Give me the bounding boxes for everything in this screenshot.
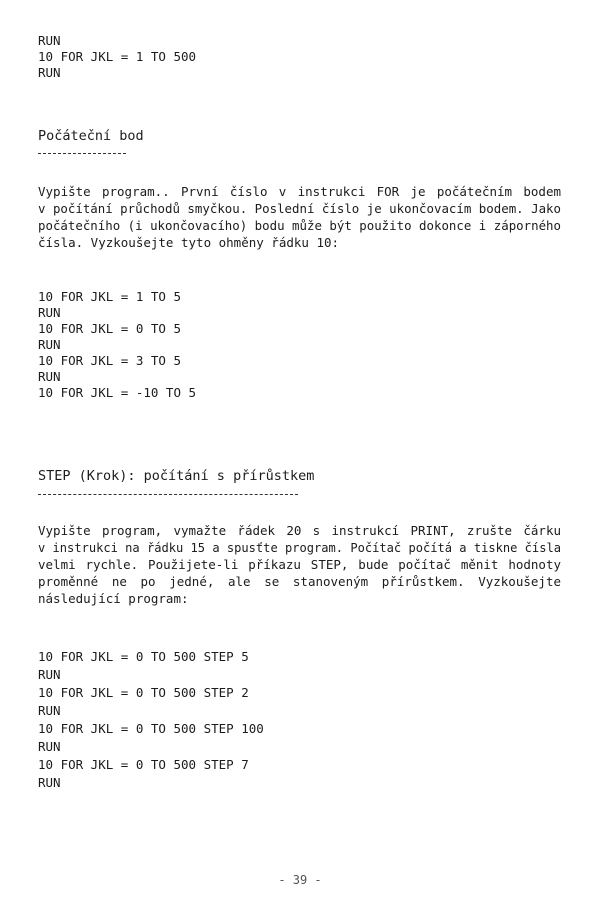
- section-heading: Počáteční bod: [38, 128, 144, 144]
- code-line: 10 FOR JKL = 1 TO 500: [38, 49, 197, 64]
- page-number: - 39 -: [278, 873, 322, 887]
- code-line: RUN: [38, 65, 61, 80]
- code-line: 10 FOR JKL = -10 TO 5: [38, 385, 197, 400]
- code-line: 10 FOR JKL = 0 TO 5: [38, 321, 181, 336]
- code-line: 10 FOR JKL = 0 TO 500 STEP 2: [38, 685, 249, 700]
- code-line: RUN: [38, 337, 61, 352]
- code-line: RUN: [38, 667, 61, 682]
- heading-underline: [38, 494, 298, 495]
- code-line: 10 FOR JKL = 1 TO 5: [38, 289, 181, 304]
- paragraph-line: v počítání průchodů smyčkou. Poslední číslo je ukončovacím bodem. Jako: [38, 201, 561, 216]
- code-line: RUN: [38, 33, 61, 48]
- paragraph: [38, 183, 561, 251]
- paragraph-line: v instrukci na řádku 15 a spusťte program. Počítač počítá a tiskne čísla: [38, 540, 561, 555]
- paragraph: [38, 522, 561, 607]
- code-line: 10 FOR JKL = 3 TO 5: [38, 353, 181, 368]
- paragraph-line: Vypište program, vymažte řádek 20 s instrukcí PRINT, zrušte čárku: [38, 523, 561, 538]
- paragraph-line: následující program:: [38, 591, 189, 606]
- code-line: RUN: [38, 703, 61, 718]
- heading-underline: [38, 153, 126, 154]
- paragraph-line: počátečního (i ukončovacího) bodu může být použito dokonce i záporného: [38, 218, 561, 233]
- code-line: RUN: [38, 739, 61, 754]
- paragraph-line: Vypište program.. První číslo v instrukci FOR je počátečním bodem: [38, 184, 561, 199]
- code-line: 10 FOR JKL = 0 TO 500 STEP 100: [38, 721, 264, 736]
- code-line: 10 FOR JKL = 0 TO 500 STEP 5: [38, 649, 249, 664]
- code-line: 10 FOR JKL = 0 TO 500 STEP 7: [38, 757, 249, 772]
- section-heading: STEP (Krok): počítání s přírůstkem: [38, 468, 315, 484]
- code-line: RUN: [38, 775, 61, 790]
- code-line: RUN: [38, 369, 61, 384]
- code-line: RUN: [38, 305, 61, 320]
- paragraph-line: proměnné ne po jedné, ale se stanoveným přírůstkem. Vyzkoušejte: [38, 574, 561, 589]
- paragraph-line: čísla. Vyzkoušejte tyto ohměny řádku 10:: [38, 235, 340, 250]
- paragraph-line: velmi rychle. Použijete-li příkazu STEP, bude počítač měnit hodnoty: [38, 557, 561, 572]
